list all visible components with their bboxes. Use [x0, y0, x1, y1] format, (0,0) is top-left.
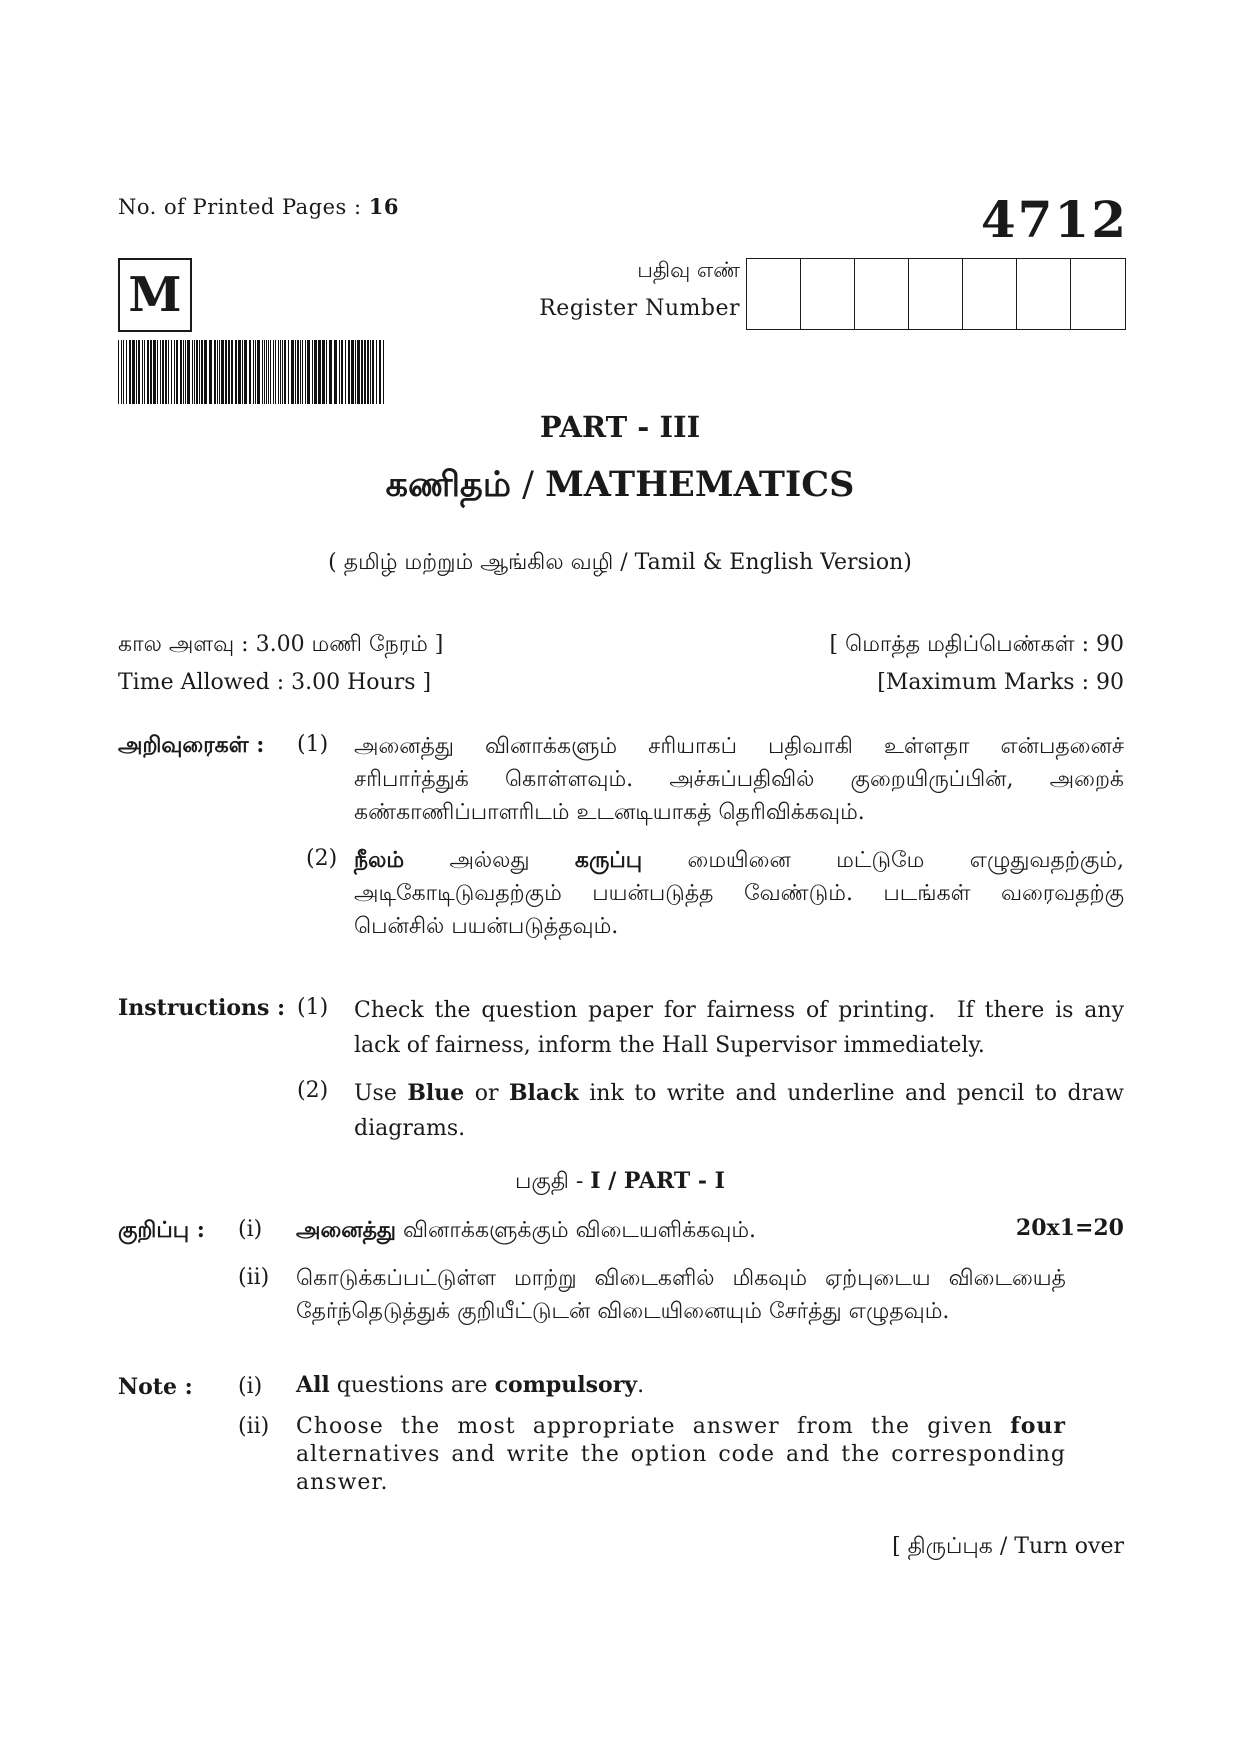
medium-version: ( தமிழ் மற்றும் ஆங்கில வழி / Tamil & English Version): [328, 550, 912, 575]
note-text-en-1: [296, 1372, 644, 1398]
barcode-bar: [118, 340, 119, 404]
barcode-bar: [253, 340, 254, 404]
instruction-number: (1): [297, 732, 329, 757]
barcode-bar: [204, 340, 207, 404]
barcode-bar: [176, 340, 178, 404]
barcode-bar: [312, 340, 313, 404]
barcode-bar: [231, 340, 233, 404]
barcode-bar: [305, 340, 306, 404]
printed-pages: [118, 194, 399, 219]
register-digit-box[interactable]: [747, 259, 801, 329]
register-label-en: Register Number: [539, 296, 740, 321]
barcode-bar: [367, 340, 369, 404]
register-label-ta: பதிவு எண்: [637, 258, 740, 282]
text-questions-are: questions are: [329, 1373, 495, 1398]
barcode-bar: [329, 340, 332, 404]
barcode-bar: [123, 340, 124, 404]
barcode-bar: [194, 340, 195, 404]
barcode-bar: [291, 340, 294, 404]
barcode-bar: [282, 340, 283, 404]
bold-all-ta: அனைத்து: [296, 1217, 397, 1243]
series-letter: M: [128, 267, 182, 323]
barcode-bar: [121, 340, 122, 404]
section-title-en: I / PART - I: [590, 1168, 725, 1194]
note-number: (ii): [238, 1265, 270, 1290]
note-text-ta-2: கொடுக்கப்பட்டுள்ள மாற்று விடைகளில் மிகவும் ஏற்புடைய விடையைத் தேர்ந்தெடுத்துக் குறியீட்டுடன் விடையினையும் சேர்த்து எழுதவும்.: [296, 1266, 1066, 1324]
section-title: [0, 1168, 1240, 1197]
barcode-bar: [268, 340, 269, 404]
bold-black-ta: கருப்பு: [574, 847, 643, 873]
barcode-bar: [326, 340, 327, 404]
note-number: (i): [238, 1374, 263, 1399]
bold-four: four: [1010, 1413, 1066, 1439]
barcode-bar: [157, 340, 158, 404]
turn-over: [ திருப்புக / Turn over: [892, 1534, 1124, 1559]
note-rest-ta: வினாக்களுக்கும் விடையளிக்கவும்.: [396, 1218, 757, 1243]
instruction-number: (1): [297, 995, 329, 1020]
register-digit-box[interactable]: [1071, 259, 1125, 329]
barcode-bar: [221, 340, 224, 404]
barcode-bar: [300, 340, 301, 404]
barcode-bar: [264, 340, 265, 404]
barcode-bar: [302, 340, 303, 404]
part-title: PART - III: [539, 410, 701, 444]
barcode-bar: [270, 340, 271, 404]
barcode-bar: [351, 340, 354, 404]
barcode-bar: [383, 340, 384, 404]
register-number-boxes[interactable]: [746, 258, 1126, 330]
barcode-bar: [129, 340, 131, 404]
note-label-en: Note :: [118, 1374, 193, 1400]
barcode-bar: [322, 340, 325, 404]
barcode-bar: [376, 340, 377, 404]
barcode-bar: [235, 340, 237, 404]
instruction-number: (2): [297, 1078, 329, 1103]
register-digit-box[interactable]: [963, 259, 1017, 329]
barcode-bar: [278, 340, 279, 404]
barcode-bar: [357, 340, 360, 404]
barcode-bar: [144, 340, 145, 404]
barcode-bar: [126, 340, 127, 404]
barcode: [118, 340, 384, 404]
barcode-bar: [153, 340, 156, 404]
barcode-bar: [341, 340, 343, 404]
register-digit-box[interactable]: [1017, 259, 1071, 329]
subject-title-ta: கணிதம்: [385, 464, 512, 505]
paper-code: 4712: [980, 190, 1128, 249]
barcode-bar: [242, 340, 243, 404]
barcode-bar: [238, 340, 241, 404]
barcode-bar: [183, 340, 184, 404]
barcode-bar: [180, 340, 182, 404]
barcode-bar: [379, 340, 381, 404]
part-marks: 20x1=20: [1015, 1215, 1124, 1241]
barcode-bar: [266, 340, 267, 404]
note-number: (i): [238, 1217, 263, 1242]
barcode-bar: [318, 340, 321, 404]
barcode-bar: [132, 340, 135, 404]
barcode-bar: [201, 340, 203, 404]
barcode-bar: [225, 340, 227, 404]
barcode-bar: [142, 340, 143, 404]
barcode-bar: [275, 340, 276, 404]
barcode-bar: [334, 340, 337, 404]
barcode-bar: [249, 340, 251, 404]
text-period: .: [637, 1373, 645, 1398]
maximum-marks-en: [Maximum Marks : 90: [877, 670, 1124, 695]
barcode-bar: [165, 340, 167, 404]
instruction-text-ta-2: [354, 844, 1124, 943]
printed-pages-label: No. of Printed Pages :: [118, 195, 369, 219]
barcode-bar: [295, 340, 296, 404]
barcode-bar: [273, 340, 274, 404]
barcode-bar: [307, 340, 310, 404]
register-digit-box[interactable]: [855, 259, 909, 329]
barcode-bar: [361, 340, 363, 404]
instruction-text-en-2: [354, 1076, 1124, 1146]
text-use: Use: [354, 1081, 408, 1106]
barcode-bar: [372, 340, 374, 404]
bold-black-en: Black: [508, 1080, 579, 1106]
note-text-en-2: [296, 1412, 1066, 1497]
barcode-bar: [162, 340, 164, 404]
barcode-bar: [345, 340, 346, 404]
barcode-bar: [364, 340, 366, 404]
maximum-marks-ta: [ மொத்த மதிப்பெண்கள் : 90: [829, 632, 1124, 657]
bold-all-en: All: [296, 1372, 330, 1398]
subject-title: [0, 464, 1240, 509]
bold-compulsory: compulsory: [494, 1372, 638, 1398]
barcode-bar: [228, 340, 230, 404]
time-allowed-en: Time Allowed : 3.00 Hours ]: [118, 670, 432, 695]
barcode-bar: [209, 340, 212, 404]
barcode-bar: [199, 340, 200, 404]
barcode-bar: [187, 340, 190, 404]
note-label-ta: குறிப்பு :: [118, 1217, 205, 1243]
barcode-bar: [339, 340, 340, 404]
note-number: (ii): [238, 1414, 270, 1439]
barcode-bar: [138, 340, 140, 404]
barcode-bar: [255, 340, 256, 404]
text-or-en: or: [464, 1081, 509, 1106]
barcode-bar: [355, 340, 356, 404]
barcode-bar: [288, 340, 289, 404]
barcode-bar: [244, 340, 247, 404]
instructions-label-ta: அறிவுரைகள் :: [118, 732, 265, 758]
text-or-ta: அல்லது: [404, 848, 575, 873]
barcode-bar: [214, 340, 216, 404]
bold-blue-en: Blue: [407, 1080, 465, 1106]
barcode-bar: [262, 340, 263, 404]
barcode-bar: [297, 340, 299, 404]
subject-title-sep: /: [511, 465, 546, 505]
instructions-label-en: Instructions :: [118, 995, 286, 1021]
register-digit-box[interactable]: [801, 259, 855, 329]
barcode-bar: [219, 340, 220, 404]
barcode-bar: [314, 340, 317, 404]
bold-blue-ta: நீலம்: [354, 847, 405, 873]
barcode-bar: [370, 340, 371, 404]
barcode-bar: [217, 340, 218, 404]
note-rest-en: alternatives and write the option code and the corresponding answer.: [296, 1442, 1066, 1495]
barcode-bar: [174, 340, 175, 404]
barcode-bar: [136, 340, 137, 404]
note-text-ta-1: [296, 1217, 756, 1246]
barcode-bar: [196, 340, 198, 404]
barcode-bar: [185, 340, 186, 404]
register-digit-box[interactable]: [909, 259, 963, 329]
subject-title-en: MATHEMATICS: [545, 464, 855, 505]
instruction-text-ta-1: அனைத்து வினாக்களும் சரியாகப் பதிவாகி உள்ளதா என்பதனைச் சரிபார்த்துக் கொள்ளவும். அச்சுப்பதிவில் குறையிருப்பின், அறைக் கண்காணிப்பாளரிடம் உடனடியாகத் தெரிவிக்கவும்.: [354, 734, 1124, 825]
barcode-bar: [284, 340, 286, 404]
instruction-rest-ta: மையினை மட்டுமே எழுதுவதற்கும், அடிகோடிடுவதற்கும் பயன்படுத்த வேண்டும். படங்கள் வரைவதற்கு பென்சில் பயன்படுத்தவும்.: [354, 848, 1124, 939]
barcode-bar: [150, 340, 152, 404]
instruction-text-en-1: Check the question paper for fairness of printing. If there is any lack of fairness, inform the Hall Supervisor immediately.: [354, 998, 1131, 1058]
barcode-bar: [160, 340, 161, 404]
text-choose: Choose the most appropriate answer from the given: [296, 1414, 1011, 1439]
barcode-bar: [171, 340, 172, 404]
barcode-bar: [280, 340, 281, 404]
barcode-bar: [147, 340, 149, 404]
barcode-bar: [168, 340, 169, 404]
barcode-bar: [348, 340, 350, 404]
instruction-number: (2): [306, 846, 338, 871]
section-title-ta: பகுதி -: [515, 1169, 591, 1194]
time-allowed-ta: கால அளவு : 3.00 மணி நேரம் ]: [118, 632, 444, 657]
series-box: [118, 258, 192, 332]
barcode-bar: [257, 340, 260, 404]
printed-pages-value: 16: [368, 194, 399, 219]
instruction-rest-en: ink to write and underline and pencil to draw diagrams.: [354, 1081, 1125, 1141]
barcode-bar: [192, 340, 193, 404]
